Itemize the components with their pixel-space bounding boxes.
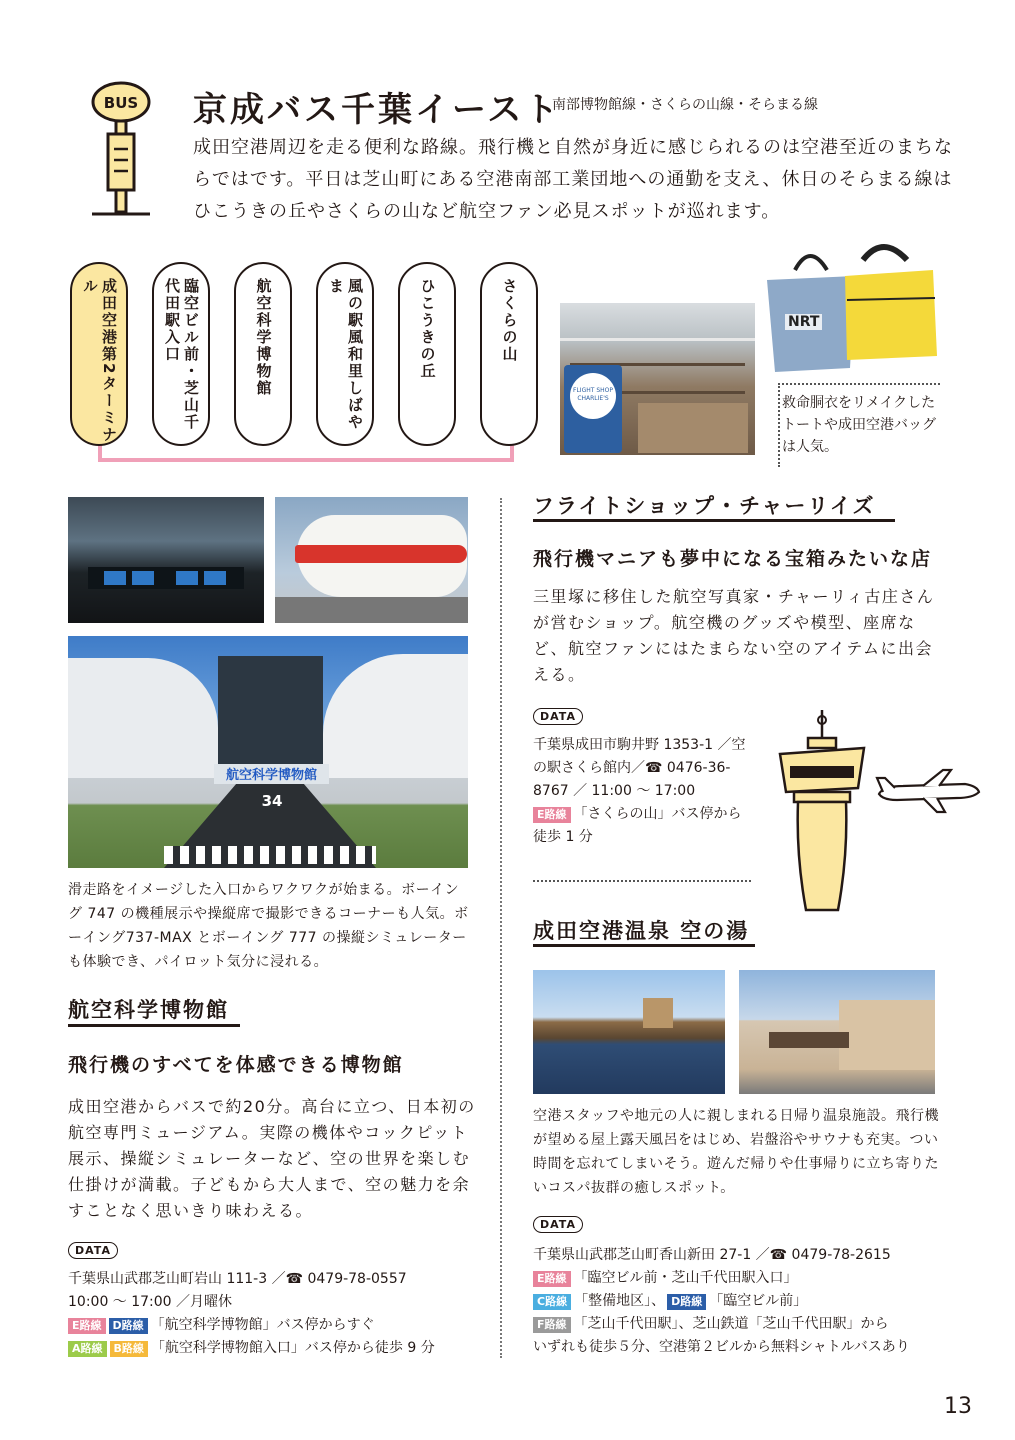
route-stop: 臨空ビル前・芝山千代田駅入口	[152, 262, 210, 446]
boeing-747-photo	[275, 497, 468, 623]
shop-photo-caption: 救命胴衣をリメイクしたトートや成田空港バッグは人気。	[782, 395, 936, 455]
onsen-access-2: C路線 「整備地区」、 D路線 「臨空ビル前」	[533, 1290, 953, 1313]
route-badge-c: C路線	[533, 1294, 571, 1310]
onsen-access-4: いずれも徒歩５分、空港第２ビルから無料シャトルバスあり	[533, 1339, 910, 1355]
bus-stop-sign-icon	[88, 74, 154, 220]
shop-body: 三里塚に移住した航空写真家・チャーリィ古庄さんが営むショップ。航空機のグッズや模型、座席など、航空ファンにはたまらない空のアイテムに出会える。	[533, 587, 935, 684]
onsen-heading: 成田空港温泉 空の湯	[533, 919, 750, 943]
route-stop: ひこうきの丘	[398, 262, 456, 446]
museum-heading-rule	[68, 1024, 240, 1027]
bus-sign-text: BUS	[103, 94, 139, 112]
museum-photo-caption: 滑走路をイメージした入口からワクワクが始まる。ボーイング 747 の機種展示や操縦席で撮影できるコーナーも人気。ボーイング737-MAX とボーイング 777 の操縦シミュレーターも体験でき、パイロット気分に浸れる。	[68, 882, 469, 970]
route-badge-b: B路線	[110, 1341, 148, 1357]
route-badge-e: E路線	[68, 1318, 106, 1334]
section-separator	[533, 880, 751, 882]
route-badge-e: E路線	[533, 1271, 571, 1287]
onsen-access-1: E路線 「臨空ビル前・芝山千代田駅入口」	[533, 1267, 953, 1290]
airplane-icon	[873, 764, 983, 814]
museum-heading: 航空科学博物館	[68, 998, 229, 1022]
museum-building-photo	[68, 636, 468, 868]
route-stop: 風の駅風和里しばやま	[316, 262, 374, 446]
page-title: 京成バス千葉イースト	[193, 90, 562, 130]
shop-access: E路線 「さくらの山」バス停から徒歩 1 分	[533, 806, 742, 845]
museum-address: 千葉県山武郡芝山町岩山 111-3 ／☎ 0479-78-0557	[68, 1271, 407, 1287]
route-line	[98, 440, 514, 462]
route-subtitle: 南部博物館線・さくらの山線・そらまる線	[552, 97, 818, 113]
museum-data-tag: DATA	[68, 1242, 118, 1259]
onsen-heading-rule	[533, 944, 755, 947]
shop-sign: FLIGHT SHOP CHARLIE'S	[570, 373, 616, 419]
route-badge-f: F路線	[533, 1317, 571, 1333]
tote-bags-photo	[755, 240, 940, 380]
column-divider	[500, 498, 502, 1358]
shop-interior-photo	[560, 303, 755, 455]
museum-info	[68, 1268, 488, 1360]
bag-logo: NRT	[785, 314, 822, 330]
cockpit-photo	[68, 497, 264, 623]
museum-sign: 航空科学博物館	[214, 764, 329, 784]
shop-info	[533, 734, 755, 849]
onsen-access-3: F路線 「芝山千代田駅」、芝山鉄道「芝山千代田駅」から	[533, 1313, 953, 1336]
shop-heading: フライトショップ・チャーリイズ	[533, 494, 876, 518]
route-badge-d: D路線	[109, 1318, 148, 1334]
museum-hours: 10:00 ～ 17:00 ／月曜休	[68, 1294, 233, 1310]
museum-lead: 飛行機のすべてを体感できる博物館	[68, 1054, 404, 1076]
onsen-info	[533, 1244, 953, 1359]
onsen-outdoor-bath-photo	[533, 970, 725, 1094]
onsen-building-photo	[739, 970, 935, 1094]
shop-lead: 飛行機マニアも夢中になる宝箱みたいな店	[533, 548, 933, 570]
onsen-caption: 空港スタッフや地元の人に親しまれる日帰り温泉施設。飛行機が望める屋上露天風呂をはじめ、岩盤浴やサウナも充実。つい時間を忘れてしまいそう。遊んだ帰りや仕事帰りに立ち寄りたいコスパ抜群の癒しスポット。	[533, 1108, 939, 1196]
route-badge-d: D路線	[667, 1294, 706, 1310]
route-stop: さくらの山	[480, 262, 538, 446]
museum-access-2: A路線 B路線 「航空科学博物館入口」バス停から徒歩 9 分	[68, 1337, 488, 1360]
onsen-address: 千葉県山武郡芝山町香山新田 27-1 ／☎ 0479-78-2615	[533, 1247, 891, 1263]
route-stop: 航空科学博物館	[234, 262, 292, 446]
shop-data-tag: DATA	[533, 708, 583, 725]
intro-text: 成田空港周辺を走る便利な路線。飛行機と自然が身近に感じられるのは空港至近のまちならではです。平日は芝山町にある空港南部工業団地への通勤を支え、休日のそらまる線はひこうきの丘やさくらの山など航空ファン必見スポットが巡れます。	[193, 137, 953, 222]
route-badge-e: E路線	[533, 807, 571, 823]
shop-heading-rule	[533, 519, 895, 522]
page-number: 13	[944, 1394, 972, 1419]
runway-number: 34	[261, 792, 283, 810]
control-tower-illustration	[772, 706, 872, 912]
museum-body: 成田空港からバスで約20分。高台に立つ、日本初の航空専門ミュージアム。実際の機体やコックピット展示、操縦シミュレーターなど、空の世界を楽しむ仕掛けが満載。子どもから大人まで、空の魅力を余すことなく思いきり味わえる。	[68, 1097, 476, 1220]
onsen-data-tag: DATA	[533, 1216, 583, 1233]
museum-access-1: E路線 D路線 「航空科学博物館」バス停からすぐ	[68, 1314, 488, 1337]
shop-address: 千葉県成田市駒井野 1353-1 ／空の駅さくら館内／☎ 0476-36-8767 ／ 11:00 ～ 17:00	[533, 737, 746, 799]
route-stop: 成田空港第2ターミナル	[70, 262, 128, 446]
route-badge-a: A路線	[68, 1341, 107, 1357]
